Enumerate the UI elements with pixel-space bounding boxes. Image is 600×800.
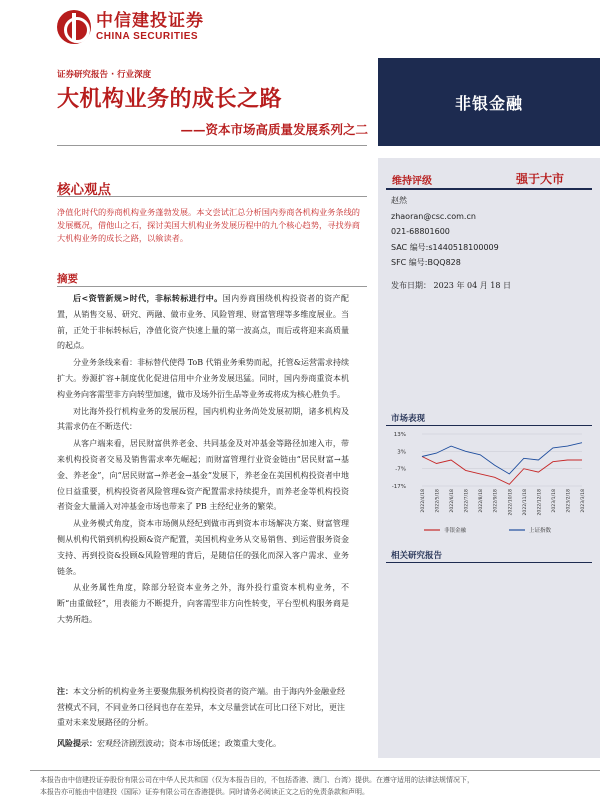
chart-grid	[422, 434, 582, 486]
chart-x-ticks	[420, 489, 586, 516]
note-label: 注：	[57, 687, 73, 696]
chart-x-tick-label: 2022/12/18	[537, 489, 543, 516]
core-text: 净值化时代的券商机构业务蓬勃发展。本文尝试汇总分析国内券商各机构业务条线的发展概况，借他山之石，探讨美国大机构业务发展历程中的九个核心趋势，寻找券商大机构业务的成长之路，以飨读者。	[57, 207, 360, 243]
publish-date: 发布日期： 2023 年 04 月 18 日	[391, 281, 511, 290]
summary-lead: 后<资管新规>时代，非标转标进行中。	[73, 294, 223, 303]
core-divider	[57, 196, 367, 197]
summary-paragraph: 对比海外投行机构业务的发展历程，国内机构业务尚处发展初期，诸多机构及其需求仍在不断迭代：	[57, 406, 349, 432]
sector-banner: 非银金融	[378, 58, 600, 146]
report-subtitle: ——资本市场高质量发展系列之二	[180, 122, 368, 137]
related-reports-divider	[386, 562, 592, 563]
chart-x-tick-label: 2022/9/18	[493, 489, 499, 513]
chart-x-tick-label: 2022/10/18	[508, 489, 514, 516]
summary-heading: 摘要	[57, 273, 78, 285]
chart-x-tick-label: 2022/5/18	[435, 489, 441, 513]
chart-y-tick-label: -17%	[391, 484, 406, 490]
analyst-name: 赵然	[391, 196, 407, 205]
chart-x-tick-label: 2022/4/18	[421, 489, 426, 513]
analyst-sac: SAC 编号:s1440518100009	[391, 242, 499, 252]
chart-x-tick-label: 2022/7/18	[464, 489, 470, 513]
summary-paragraph: 从业务模式角度，资本市场侧从经纪到做市再到资本市场解决方案、财富管理侧从机构代销到机构投顾&资产配置，美国机构业务从交易销售、到运营服务资金支持、再到投资&投顾&风险管理的背后，是随信任的强化而深入客户需求、业务链条。	[57, 519, 349, 576]
market-performance-divider	[386, 425, 592, 426]
rating-value: 强于大市	[515, 172, 564, 186]
chart-x-tick-label: 2023/1/18	[551, 489, 557, 513]
market-performance-title: 市场表现	[391, 414, 426, 424]
logo-name-cn: 中信建投证券	[96, 11, 204, 31]
summary-paragraph: 分业务条线来看：非标替代使得 ToB 代销业务乘势而起，托管&运营需求持续扩大。券源扩容+制度优化促进信用中介业务发展迅猛。同时，国内券商重资本机构业务向客需型非方向转型加速，做市及场外衍生品等业务或将成为核心胜负手。	[57, 358, 349, 399]
logo-name-en: CHINA SECURITIES	[96, 31, 199, 42]
chart-y-tick-label: 13%	[393, 432, 406, 438]
summary-paragraph: 后<资管新规>时代，非标转标进行中。国内券商围绕机构投资者的资产配置，从销售交易、研究、两融、做市业务、风险管理、财富管理等多维度展业。当前，正处于非标转标后，净值化资产快速上量的第一波高点，而后或将迎来高质量的起点。	[57, 294, 350, 351]
chart-x-tick-label: 2023/2/18	[566, 489, 572, 513]
summary-body	[57, 291, 349, 629]
chart-legend	[424, 526, 552, 534]
chart-legend-label: 上证指数	[529, 528, 552, 534]
report-type: 证券研究报告 · 行业深度	[57, 70, 152, 80]
note-text: 本文分析的机构业务主要聚焦服务机构投资者的资产端。由于海内外金融业经营模式不同，不同业务口径间也存在差异，本文尽量尝试在可比口径下对比，更注重对未来发展路径的分析。	[57, 687, 345, 727]
analyst-info	[391, 193, 499, 271]
analyst-phone: 021-68801600	[391, 227, 450, 237]
disclaimer-footer	[40, 774, 600, 798]
disclaimer-line: 本报告由中信建投证券股份有限公司在中华人民共和国（仅为本报告目的，不包括香港、澳门、台湾）提供。在遵守适用的法律法规情况下，	[40, 776, 474, 784]
chart-x-tick-label: 2022/11/18	[522, 489, 528, 516]
chart-x-tick-label: 2023/3/18	[581, 489, 586, 513]
market-performance-chart	[386, 428, 592, 548]
chart-y-tick-label: 3%	[397, 449, 406, 456]
note	[57, 684, 349, 731]
chart-x-tick-label: 2022/8/18	[479, 489, 485, 513]
summary-divider	[57, 286, 367, 287]
chart-legend-label: 非银金融	[444, 528, 467, 534]
analyst-email[interactable]: zhaoran@csc.com.cn	[391, 211, 476, 221]
chart-x-tick-label: 2022/6/18	[450, 489, 456, 513]
chart-series	[422, 443, 582, 485]
chart-y-ticks	[392, 432, 406, 490]
core-heading: 核心观点	[57, 182, 111, 198]
report-title: 大机构业务的成长之路	[57, 87, 283, 112]
related-reports-title: 相关研究报告	[391, 551, 443, 561]
risk-text: 宏观经济剧烈波动；资本市场低迷；政策重大变化。	[97, 739, 281, 748]
summary-paragraph: 从业务属性角度，除部分轻资本业务之外，海外投行重资本机构业务，不断“由重做轻”，用表能力不断提升，向客需型非方向性转变，平台型机构服务商是大势所趋。	[57, 583, 349, 624]
footer-divider	[30, 770, 600, 771]
analyst-sfc: SFC 编号:BQQ828	[391, 258, 461, 268]
summary-paragraph: 从客户端来看，居民财富供养老金、共同基金及对冲基金等路径加速入市，带来机构投资者交易及销售需求率先崛起；而财富管理行业资金链由“居民财富→基金、养老金”，向“居民财富→养老金→基金”发展下，养老金在美国机构投资者中地位日益重要，机构投资者风险管理&资产配置需求持续提升，而养老金等机构投资者资金大量涌入对冲基金市场也带来了 PB 主经纪业务的繁荣。	[57, 439, 349, 512]
disclaimer-line: 本报告亦可能由中信建投（国际）证券有限公司在香港提供。同时请务必阅读正文之后的免责条款和声明。	[40, 788, 369, 796]
chart-series-line	[422, 443, 582, 474]
header-divider	[57, 145, 367, 146]
chart-y-tick-label: -7%	[395, 466, 406, 473]
logo-emblem-icon	[57, 10, 91, 44]
rating-bar	[386, 166, 592, 190]
rating-label: 维持评级	[392, 176, 432, 187]
company-logo	[57, 8, 204, 46]
risk-label: 风险提示：	[57, 739, 97, 748]
risk-warning	[57, 738, 349, 749]
chart-series-line	[422, 457, 582, 485]
